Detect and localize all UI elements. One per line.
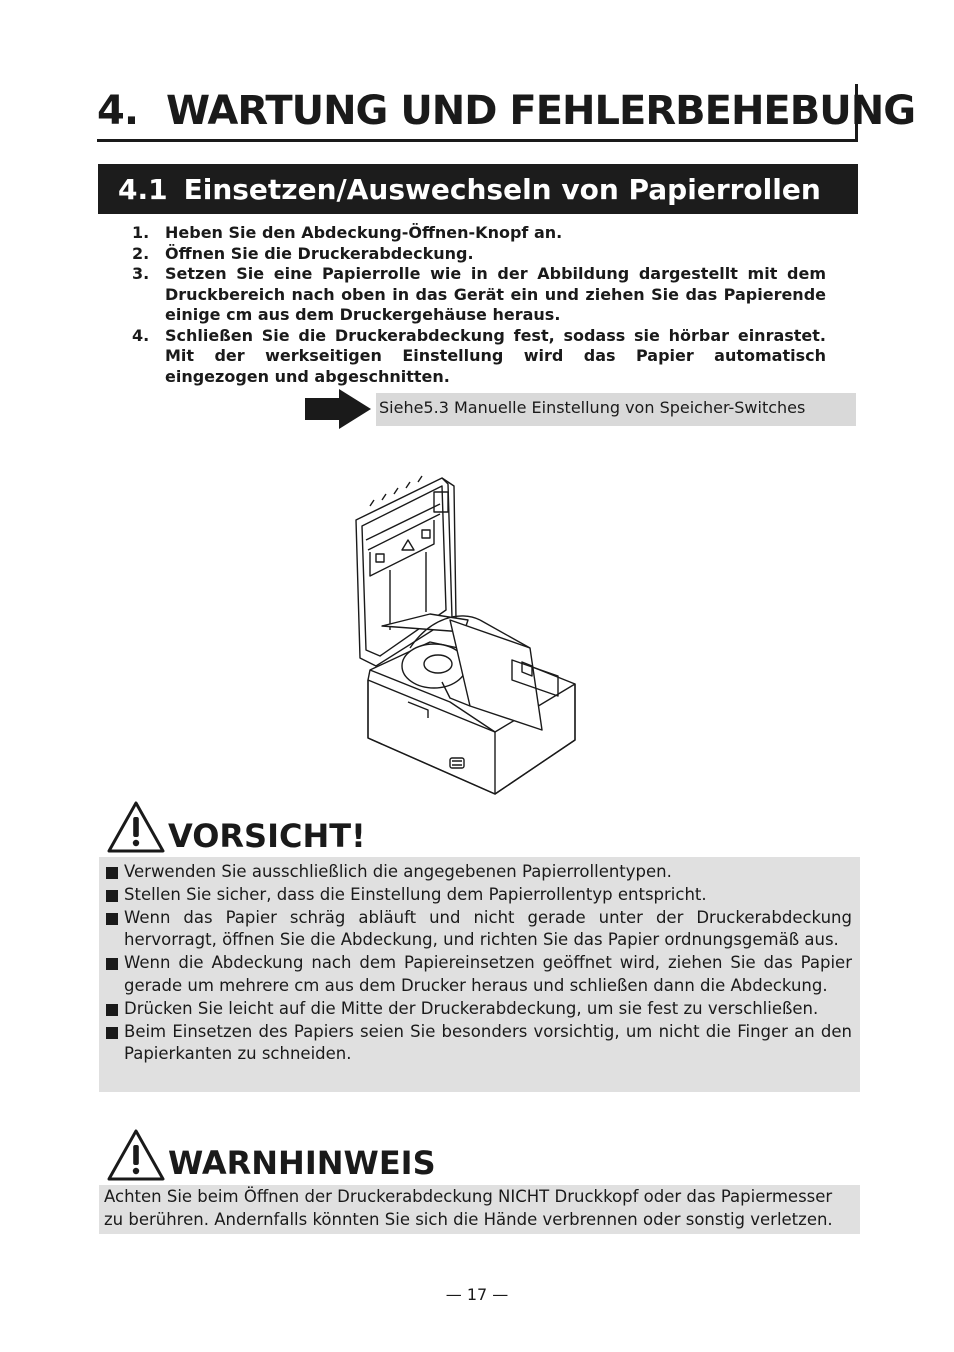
caution-list <box>105 861 852 1066</box>
section-heading <box>118 173 821 206</box>
caution-item-text: Beim Einsetzen des Papiers seien Sie besonders vorsichtig, um nicht die Finger an den Papierkanten zu schneiden. <box>124 1021 852 1064</box>
printer-paper-roll-illustration <box>330 470 590 800</box>
caution-box <box>99 857 860 1092</box>
warning-triangle-icon <box>106 800 166 854</box>
step-text: Setzen Sie eine Papierrolle wie in der Abbildung dargestellt mit dem Druckbereich nach oben in das Gerät ein und ziehen Sie das Papierende einige cm aus dem Druckergehäuse heraus. <box>165 264 826 324</box>
step-number: 4. <box>132 325 150 345</box>
bullet-square-icon <box>106 1004 118 1016</box>
chapter-heading <box>97 88 915 134</box>
section-number: 4.1 <box>118 173 168 206</box>
warning-box: Achten Sie beim Öffnen der Druckerabdeckung NICHT Druckkopf oder das Papiermesser zu berühren. Andernfalls könnten Sie sich die Hände verbrennen oder sonstig verletzen. <box>99 1185 860 1234</box>
caution-item-text: Drücken Sie leicht auf die Mitte der Druckerabdeckung, um sie fest zu verschließen. <box>124 998 819 1018</box>
bullet-square-icon <box>106 958 118 970</box>
chapter-title <box>97 84 916 142</box>
step-text: Heben Sie den Abdeckung-Öffnen-Knopf an. <box>165 223 563 242</box>
caution-item <box>105 998 852 1021</box>
caution-item <box>105 952 852 998</box>
step-item <box>132 223 826 244</box>
caution-item-text: Verwenden Sie ausschließlich die angegebenen Papierrollentypen. <box>124 862 672 881</box>
procedure-steps <box>132 223 826 387</box>
caution-title: VORSICHT! <box>168 817 366 855</box>
caution-item <box>105 884 852 907</box>
page-number: — 17 — <box>445 1285 509 1304</box>
step-number: 1. <box>132 223 150 242</box>
step-number: 3. <box>132 264 150 283</box>
step-text: Schließen Sie die Druckerabdeckung fest, sodass sie hörbar einrastet. Mit der werkseitigen Einstellung wird das Papier automatisch eingezogen und abgeschnitten. <box>165 325 826 386</box>
caution-heading <box>106 800 506 858</box>
step-number: 2. <box>132 243 150 263</box>
warning-title: WARNHINWEIS <box>168 1144 436 1182</box>
reference-link[interactable]: Siehe5.3 Manuelle Einstellung von Speicher-Switches <box>376 393 856 426</box>
arrow-right-icon <box>305 389 371 429</box>
caution-item <box>105 861 852 884</box>
caution-item-text: Stellen Sie sicher, dass die Einstellung dem Papierrollentyp entspricht. <box>124 884 707 904</box>
warning-heading <box>106 1128 506 1186</box>
section-title: Einsetzen/Auswechseln von Papierrollen <box>183 173 821 206</box>
step-item <box>132 264 826 326</box>
step-item <box>132 326 826 388</box>
bullet-square-icon <box>106 867 118 879</box>
caution-item <box>105 907 852 953</box>
caution-item-text: Wenn das Papier schräg abläuft und nicht gerade unter der Druckerabdeckung hervorragt, öffnen Sie die Abdeckung, und richten Sie das Papier ordnungsgemäß aus. <box>124 907 852 950</box>
warning-triangle-icon <box>106 1128 166 1182</box>
step-text: Öffnen Sie die Druckerabdeckung. <box>165 243 474 263</box>
chapter-title-text: WARTUNG UND FEHLERBEHEBUNG <box>166 88 916 134</box>
bullet-square-icon <box>106 1027 118 1039</box>
section-heading-bar <box>98 164 858 214</box>
bullet-square-icon <box>106 890 118 902</box>
caution-item <box>105 1021 852 1067</box>
chapter-number: 4. <box>97 88 139 134</box>
bullet-square-icon <box>106 913 118 925</box>
caution-item-text: Wenn die Abdeckung nach dem Papiereinsetzen geöffnet wird, ziehen Sie das Papier gerade um mehrere cm aus dem Drucker heraus und schließen dann die Abdeckung. <box>124 953 852 995</box>
step-item <box>132 244 826 265</box>
